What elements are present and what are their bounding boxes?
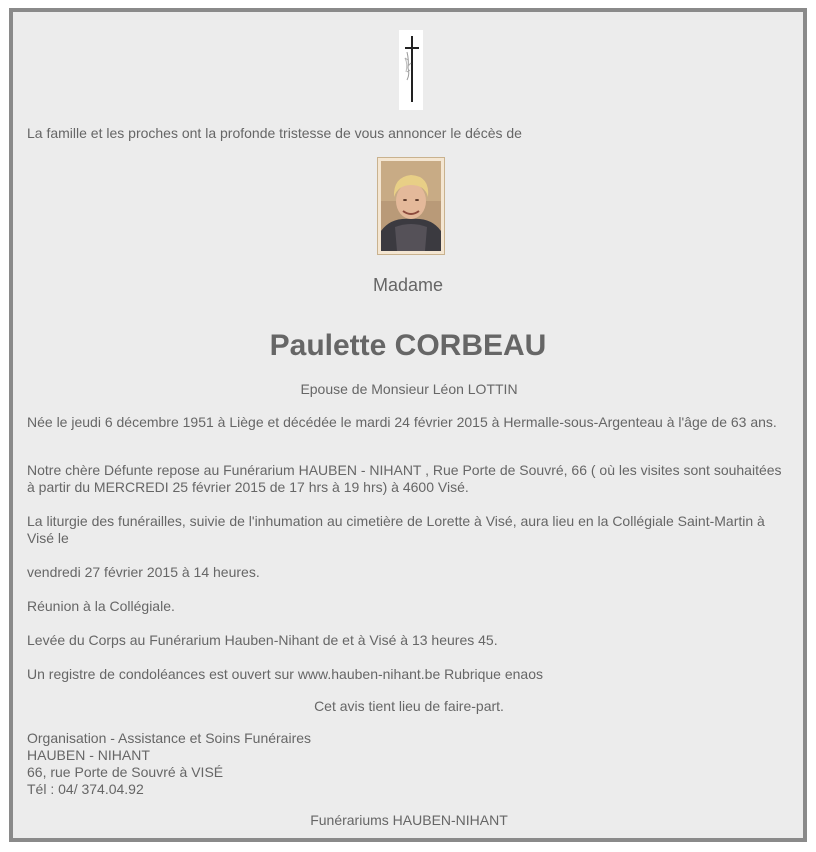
intro-text: La famille et les proches ont la profonde tristesse de vous annoncer le décès de [27,125,522,141]
funerarium-text: Notre chère Défunte repose au Funérarium HAUBEN - NIHANT , Rue Porte de Souvré, 66 ( où les visites sont souhaitées à partir du MERCREDI 25 février 2015 de 17 hrs à 19 hrs) à 4600 Visé. [27,462,782,495]
liturgy-text: La liturgie des funérailles, suivie de l'inhumation au cimetière de Lorette à Visé, aura lieu en la Collégiale Saint-Martin à Visé le [27,513,765,546]
birth-death-text: Née le jeudi 6 décembre 1951 à Liège et décédée le mardi 24 février 2015 à Hermalle-sous-Argenteau à l'âge de 63 ans. [27,414,777,430]
levee-text: Levée du Corps au Funérarium Hauben-Nihant de et à Visé à 13 heures 45. [27,632,498,648]
org-address: 66, rue Porte de Souvré à VISÉ [27,764,224,780]
org-phone: Tél : 04/ 374.04.92 [27,781,144,797]
obituary-card [9,8,807,842]
portrait-photo [377,157,445,255]
deceased-name: Paulette CORBEAU [269,329,547,362]
spouse-line: Epouse de Monsieur Léon LOTTIN [300,381,518,397]
footer-text: Funérariums HAUBEN-NIHANT [310,812,508,828]
register-text: Un registre de condoléances est ouvert sur www.hauben-nihant.be Rubrique enaos [27,666,543,682]
org-line-2: HAUBEN - NIHANT [27,747,150,763]
meeting-text: Réunion à la Collégiale. [27,598,175,614]
notice-text: Cet avis tient lieu de faire-part. [314,698,504,714]
honorific: Madame [372,275,444,295]
org-line-1: Organisation - Assistance et Soins Funéraires [27,730,312,746]
cross-icon [399,30,423,110]
ceremony-date: vendredi 27 février 2015 à 14 heures. [27,564,260,580]
